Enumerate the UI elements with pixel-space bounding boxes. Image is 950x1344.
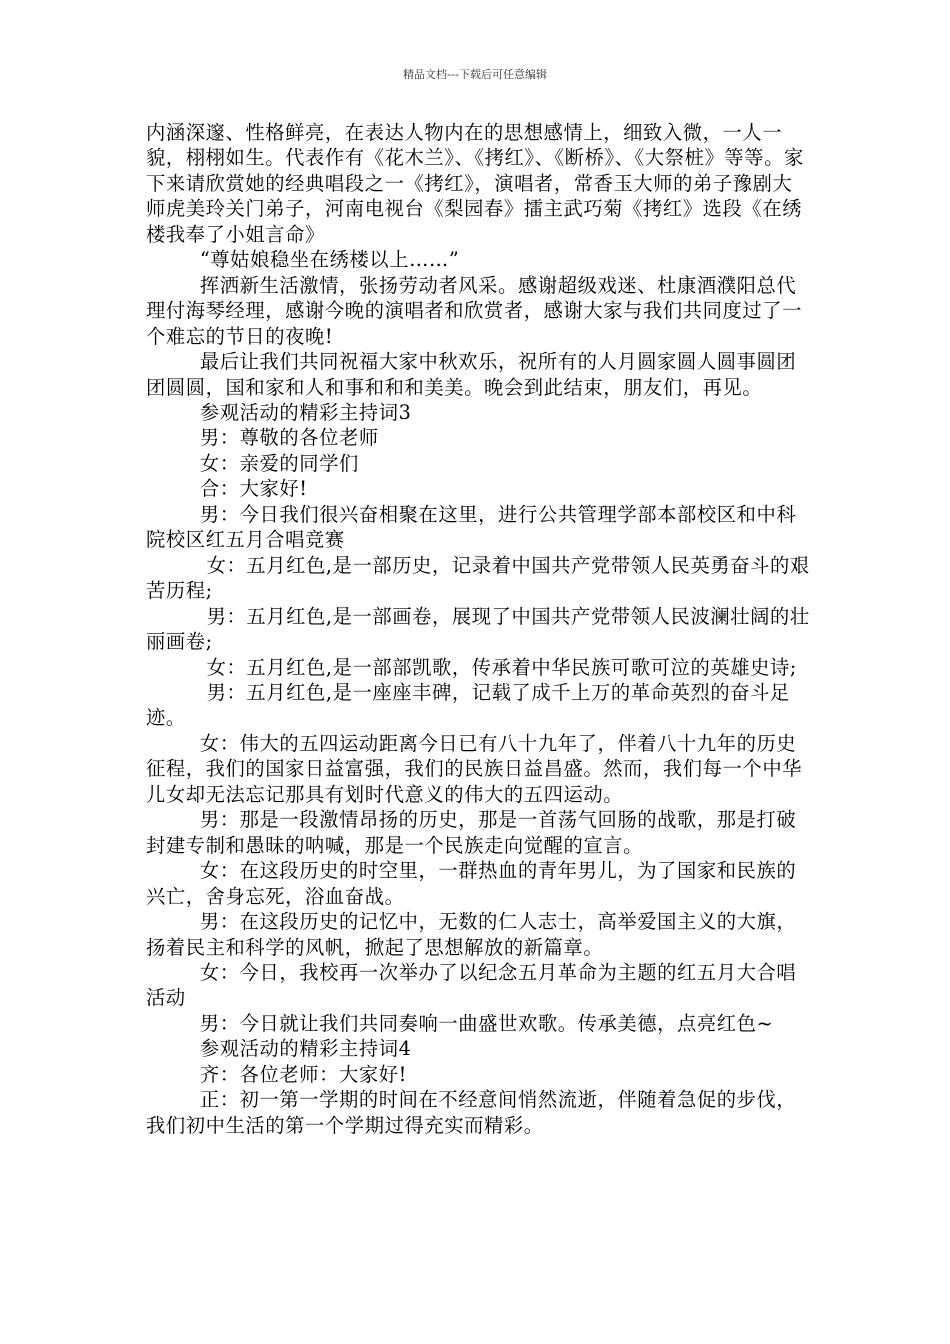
- paragraph: 男：五月红色,是一部画卷，展现了中国共产党带领人民波澜壮阔的壮丽画卷;: [146, 604, 810, 654]
- paragraph: 男：今日我们很兴奋相聚在这里，进行公共管理学部本部校区和中科院校区红五月合唱竞赛: [146, 502, 797, 552]
- paragraph: 内涵深邃、性格鲜亮，在表达人物内在的思想感情上，细致入微，一人一貌，栩栩如生。代表作有《花木兰》、《拷红》、《断桥》、《大祭桩》等等。家下来请欣赏她的经典唱段之一《拷红》，演唱者，常香玉大师的弟子豫剧大师虎美玲关门弟子，河南电视台《梨园春》擂主武巧菊《拷红》选段《在绣楼我奉了小姐言命》: [146, 121, 804, 246]
- paragraph: 男：在这段历史的记忆中，无数的仁人志士，高举爱国主义的大旗，扬着民主和科学的风帆，掀起了思想解放的新篇章。: [146, 910, 797, 959]
- paragraph: 女：在这段历史的时空里，一群热血的青年男儿，为了国家和民族的兴亡，舍身忘死，浴血奋战。: [146, 859, 797, 908]
- paragraph: 女：亲爱的同学们: [146, 451, 359, 475]
- paragraph: 男：尊敬的各位老师: [146, 426, 379, 450]
- paragraph: 女：伟大的五四运动距离今日已有八十九年了，伴着八十九年的历史征程，我们的国家日益富强，我们的民族日益昌盛。然而，我们每一个中华儿女却无法忘记那具有划时代意义的伟大的五四运动。: [146, 731, 803, 806]
- section-heading: 参观活动的精彩主持词4: [146, 1037, 412, 1061]
- paragraph: 合：大家好!: [146, 477, 308, 501]
- paragraph: 男：那是一段激情昂扬的历史，那是一首荡气回肠的战歌，那是打破封建专制和愚昧的呐喊，那是一个民族走向觉醒的宣言。: [146, 808, 797, 857]
- page-header: 精品文档---下载后可任意编辑: [403, 68, 547, 81]
- paragraph: “尊姑娘稳坐在绣楼以上……”: [146, 248, 460, 272]
- paragraph: 男：今日就让我们共同奏响一曲盛世欢歌。传承美德，点亮红色~: [146, 1011, 774, 1035]
- section-heading: 参观活动的精彩主持词3: [146, 400, 412, 424]
- paragraph: 女：今日，我校再一次举办了以纪念五月革命为主题的红五月大合唱活动: [146, 960, 797, 1010]
- paragraph: 女：五月红色,是一部部凯歌，传承着中华民族可歌可泣的英雄史诗;: [146, 655, 797, 679]
- paragraph: 挥洒新生活激情，张扬劳动者风采。感谢超级戏迷、杜康酒濮阳总代理付海琴经理，感谢今晚的演唱者和欣赏者，感谢大家与我们共同度过了一个难忘的节日的夜晚!: [146, 273, 803, 348]
- paragraph: 女：五月红色,是一部历史，记录着中国共产党带领人民英勇奋斗的艰苦历程;: [146, 553, 810, 603]
- paragraph: 正：初一第一学期的时间在不经意间悄然流逝，伴随着急促的步伐，我们初中生活的第一个学期过得充实而精彩。: [146, 1088, 797, 1137]
- paragraph: 男：五月红色,是一座座丰碑，记载了成千上万的革命英烈的奋斗足迹。: [146, 680, 790, 730]
- paragraph: 齐：各位老师：大家好!: [146, 1062, 408, 1086]
- paragraph: 最后让我们共同祝福大家中秋欢乐，祝所有的人月圆家圆人圆事圆团团圆圆，国和家和人和事和和和美美。晚会到此结束，朋友们，再见。: [146, 350, 797, 399]
- document-body: [146, 120, 810, 1138]
